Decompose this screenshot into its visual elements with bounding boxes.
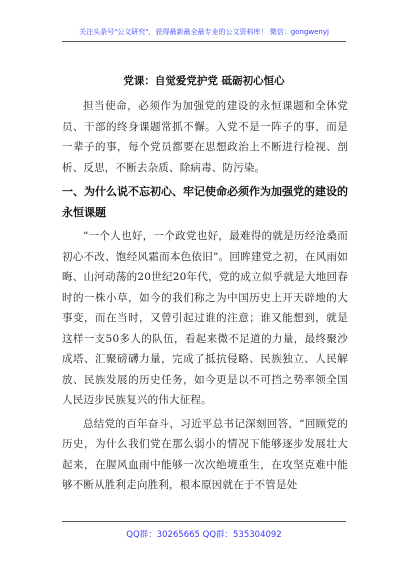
document-title: 党课：自觉爱党护党 砥砺初心恒心 bbox=[123, 75, 285, 87]
section-heading: 一、为什么说不忘初心、牢记使命必须作为加强党的建设的永恒课题 bbox=[62, 185, 348, 219]
paragraph-summary: 总结党的百年奋斗，习近平总书记深刻回答，“回顾党的历史，为什么我们党在那么弱小的情况下能够逐步发展壮大起来，在腥风血雨中能够一次次绝境重生，在攻坚克难中能够不断从胜利走向胜利，根本原因就在于不管是处 bbox=[62, 417, 348, 491]
footer-contact: QQ群：30265665 QQ群：535304092 bbox=[126, 530, 282, 540]
header-divider bbox=[62, 41, 346, 42]
paragraph-history: “一个人也好，一个政党也好，最难得的就是历经沧桑而初心不改、饱经风霜而本色依旧”。回眸建党之初，在风雨如晦、山河动荡的20世纪20年代，党的成立似乎就是大地回春时的一株小草，如今的我们称之为中国历史上开天辟地的大事变，而在当时，又曾引起过谁的注意；谁又能想到，就是这样一支50多人的队伍，看起来微不足道的力量，最终聚沙成塔、汇聚磅礴力量，完成了抵抗侵略、民族独立、人民解放、民族发展的历史任务，如今更是以不可挡之势率领全国人民迈步民族复兴的伟大征程。 bbox=[62, 230, 348, 406]
header-note: 关注头条号"公文研究"，获得最新最全最专业的公文资料库！ 微信：gongwenyj bbox=[79, 28, 329, 36]
paragraph-intro: 担当使命，必须作为加强党的建设的永恒课题和全体党员、干部的终身课题常抓不懈。入党不是一阵子的事，而是一辈子的事，每个党员都要在思想政治上不断进行检视、剖析、反思，不断去杂质、除病毒、防污染。 bbox=[62, 100, 348, 174]
document-body bbox=[62, 96, 348, 499]
footer-divider bbox=[62, 521, 346, 522]
